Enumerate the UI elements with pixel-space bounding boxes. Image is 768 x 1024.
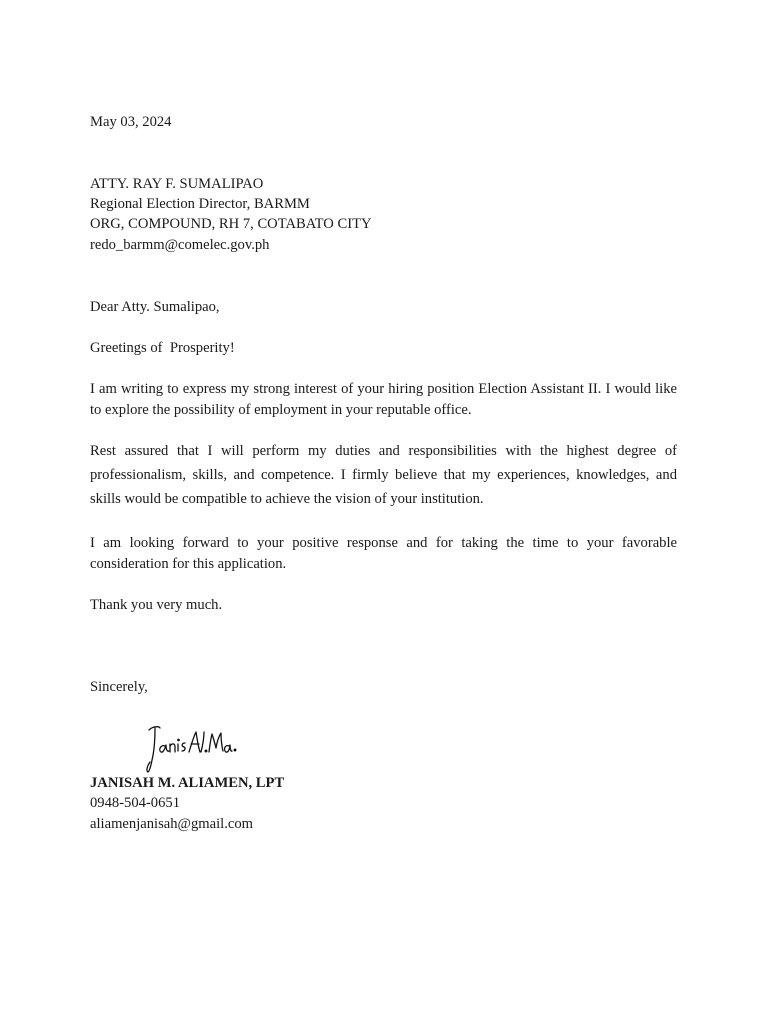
recipient-name: ATTY. RAY F. SUMALIPAO: [90, 176, 264, 192]
paragraph-commitment: Rest assured that I will perform my duties and responsibilities with the highest degree of professionalism, skills, and competence. I firmly believe that my experiences, knowledges, and skills would be compatible to achieve the vision of your institution.: [90, 443, 677, 507]
recipient-email: redo_barmm@comelec.gov.ph: [90, 237, 270, 253]
handwritten-signature-icon: [143, 722, 238, 774]
sender-email: aliamenjanisah@gmail.com: [90, 816, 253, 832]
sender-name: JANISAH M. ALIAMEN, LPT: [90, 775, 285, 791]
thanks-line: Thank you very much.: [90, 597, 223, 613]
paragraph-closing-request: I am looking forward to your positive response and for taking the time to your favorable consideration for this application.: [90, 535, 677, 572]
letter-date: May 03, 2024: [90, 114, 172, 130]
sender-phone: 0948-504-0651: [90, 795, 180, 811]
paragraph-interest: I am writing to express my strong interest of your hiring position Election Assistant II. I would like to explore the possibility of employment in your reputable office.: [90, 381, 677, 418]
salutation: Dear Atty. Sumalipao,: [90, 299, 220, 315]
recipient-title: Regional Election Director, BARMM: [90, 196, 310, 212]
recipient-address: ORG, COMPOUND, RH 7, COTABATO CITY: [90, 216, 372, 232]
closing: Sincerely,: [90, 679, 148, 695]
greeting: Greetings of Prosperity!: [90, 340, 235, 356]
